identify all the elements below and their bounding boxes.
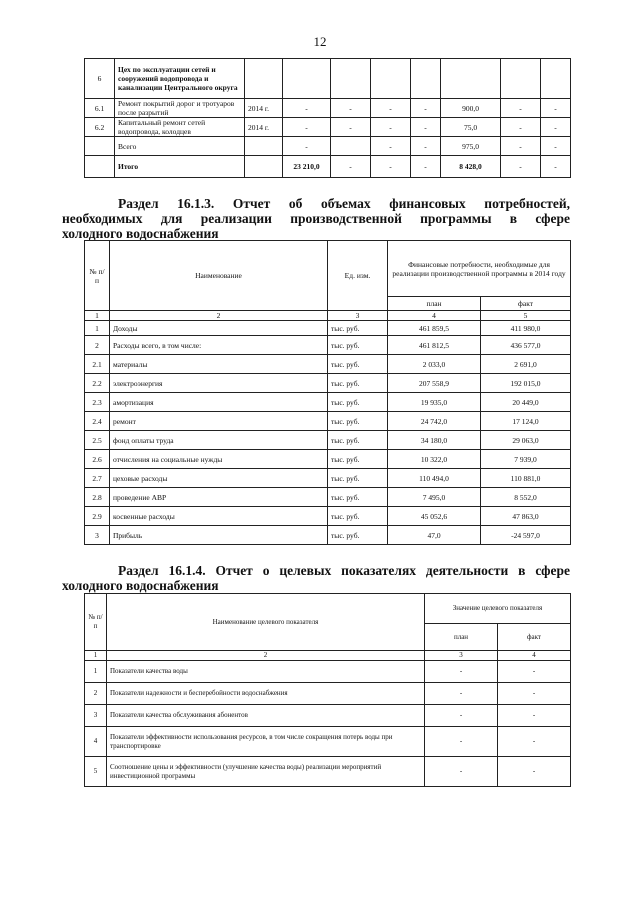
row-number: 1 [85, 661, 107, 683]
cell-plan: - [425, 757, 498, 787]
cell [331, 137, 371, 156]
row-number: 3 [85, 526, 110, 545]
row-name: электроэнергия [110, 374, 328, 393]
header-plan: план [388, 297, 481, 311]
cell-fact: 110 881,0 [481, 469, 571, 488]
cell: - [331, 99, 371, 118]
cell-fact: 17 124,0 [481, 412, 571, 431]
row-unit: тыс. руб. [328, 336, 388, 355]
cell-plan: - [425, 727, 498, 757]
cell-plan: 34 180,0 [388, 431, 481, 450]
section-heading-16-1-4 [62, 563, 570, 593]
row-name: косвенные расходы [110, 507, 328, 526]
row-number: 2.4 [85, 412, 110, 431]
row-unit: тыс. руб. [328, 431, 388, 450]
cell: - [501, 137, 541, 156]
header-fact: факт [481, 297, 571, 311]
table-row [85, 488, 571, 507]
table-row [85, 705, 571, 727]
cell [331, 59, 371, 99]
cell-plan: 7 495,0 [388, 488, 481, 507]
row-name: фонд оплаты труда [110, 431, 328, 450]
heading-line: необходимых для реализации производственной программы в сфере [62, 211, 570, 226]
row-unit: тыс. руб. [328, 374, 388, 393]
cell-plan: 47,0 [388, 526, 481, 545]
header-name: Наименование [110, 241, 328, 311]
cell: - [411, 137, 441, 156]
cell [541, 59, 571, 99]
index-cell: 3 [425, 651, 498, 661]
row-number: 2.6 [85, 450, 110, 469]
index-cell: 5 [481, 311, 571, 321]
cell-fact: 7 939,0 [481, 450, 571, 469]
cell-fact: 20 449,0 [481, 393, 571, 412]
table-row [85, 412, 571, 431]
cell-plan: 24 742,0 [388, 412, 481, 431]
table-row [85, 683, 571, 705]
header-name: Наименование целевого показателя [107, 594, 425, 651]
heading-line: холодного водоснабжения [62, 578, 219, 593]
row-number [85, 156, 115, 178]
cell-fact: - [498, 757, 571, 787]
cell: - [283, 118, 331, 137]
page-number: 12 [313, 34, 327, 49]
row-number: 2 [85, 336, 110, 355]
financial-needs-table [84, 240, 571, 545]
row-unit: тыс. руб. [328, 412, 388, 431]
cell: - [501, 99, 541, 118]
investment-table-continuation [84, 58, 571, 178]
cell-fact: 8 552,0 [481, 488, 571, 507]
cell [441, 59, 501, 99]
cell-year [245, 156, 283, 178]
cell: - [371, 137, 411, 156]
table-header-row [85, 241, 571, 297]
cell: 8 428,0 [441, 156, 501, 178]
cell-fact: 436 577,0 [481, 336, 571, 355]
table-row [85, 118, 571, 137]
header-unit: Ед. изм. [328, 241, 388, 311]
table-row [85, 757, 571, 787]
row-name: Доходы [110, 321, 328, 336]
cell: 975,0 [441, 137, 501, 156]
table-row [85, 727, 571, 757]
row-name: Показатели эффективности использования ресурсов, в том числе сокращения потерь воды при транспортировке [107, 727, 425, 757]
table-index-row [85, 311, 571, 321]
cell-year [245, 59, 283, 99]
cell-plan: 461 812,5 [388, 336, 481, 355]
row-number [85, 137, 115, 156]
table-header-row [85, 594, 571, 624]
table-row [85, 156, 571, 178]
row-name: проведение АВР [110, 488, 328, 507]
cell-year: 2014 г. [245, 99, 283, 118]
row-name: отчисления на социальные нужды [110, 450, 328, 469]
cell [411, 59, 441, 99]
cell-fact: -24 597,0 [481, 526, 571, 545]
cell-plan: 19 935,0 [388, 393, 481, 412]
index-cell: 2 [107, 651, 425, 661]
row-name: Цех по эксплуатации сетей и сооружений водопровода и канализации Центрального округа [115, 59, 245, 99]
target-indicators-table [84, 593, 571, 787]
section-heading-16-1-3 [62, 196, 570, 241]
header-value: Значение целевого показателя [425, 594, 571, 624]
cell-year [245, 137, 283, 156]
index-cell: 4 [388, 311, 481, 321]
cell-fact: 2 691,0 [481, 355, 571, 374]
header-num: № п/п [85, 594, 107, 651]
cell-fact: 47 863,0 [481, 507, 571, 526]
cell-fact: - [498, 683, 571, 705]
cell-plan: 207 558,9 [388, 374, 481, 393]
cell-fact: - [498, 705, 571, 727]
cell: - [541, 118, 571, 137]
row-number: 5 [85, 757, 107, 787]
table-row [85, 321, 571, 336]
cell [501, 59, 541, 99]
row-unit: тыс. руб. [328, 321, 388, 336]
cell-year: 2014 г. [245, 118, 283, 137]
row-number: 2.5 [85, 431, 110, 450]
table-row [85, 374, 571, 393]
row-name: Итого [115, 156, 245, 178]
table-row [85, 450, 571, 469]
row-unit: тыс. руб. [328, 507, 388, 526]
index-cell: 3 [328, 311, 388, 321]
cell: - [411, 118, 441, 137]
header-fact: факт [498, 624, 571, 651]
row-number: 6.2 [85, 118, 115, 137]
heading-line: Раздел 16.1.4. Отчет о целевых показателях деятельности в сфере [118, 563, 570, 578]
cell: - [501, 156, 541, 178]
row-unit: тыс. руб. [328, 355, 388, 374]
cell: - [541, 99, 571, 118]
cell: - [283, 137, 331, 156]
row-name: Всего [115, 137, 245, 156]
index-cell: 1 [85, 651, 107, 661]
header-plan: план [425, 624, 498, 651]
row-name: Расходы всего, в том числе: [110, 336, 328, 355]
table-row [85, 355, 571, 374]
row-unit: тыс. руб. [328, 469, 388, 488]
cell-plan: 10 322,0 [388, 450, 481, 469]
table-row [85, 393, 571, 412]
row-number: 2.2 [85, 374, 110, 393]
index-cell: 4 [498, 651, 571, 661]
row-number: 6.1 [85, 99, 115, 118]
cell-plan: 2 033,0 [388, 355, 481, 374]
cell: - [371, 156, 411, 178]
cell-fact: - [498, 661, 571, 683]
row-unit: тыс. руб. [328, 526, 388, 545]
cell-plan: - [425, 705, 498, 727]
row-name: Показатели качества обслуживания абонентов [107, 705, 425, 727]
cell: - [371, 99, 411, 118]
table-row [85, 431, 571, 450]
row-number: 3 [85, 705, 107, 727]
cell: 23 210,0 [283, 156, 331, 178]
row-name: Прибыль [110, 526, 328, 545]
cell: - [541, 137, 571, 156]
row-name: Ремонт покрытий дорог и тротуаров после разрытий [115, 99, 245, 118]
cell [283, 59, 331, 99]
table-index-row [85, 651, 571, 661]
table-row [85, 507, 571, 526]
cell: - [331, 156, 371, 178]
cell: 75,0 [441, 118, 501, 137]
row-number: 4 [85, 727, 107, 757]
index-cell: 1 [85, 311, 110, 321]
row-name: Показатели качества воды [107, 661, 425, 683]
header-num: № п/п [85, 241, 110, 311]
table-row [85, 59, 571, 99]
row-name: Соотношение цены и эффективности (улучшение качества воды) реализации мероприятий инвестиционной программы [107, 757, 425, 787]
table-row [85, 526, 571, 545]
row-unit: тыс. руб. [328, 488, 388, 507]
row-number: 2.7 [85, 469, 110, 488]
heading-line: Раздел 16.1.3. Отчет об объемах финансовых потребностей, [118, 196, 570, 211]
cell: - [411, 99, 441, 118]
row-number: 2.8 [85, 488, 110, 507]
cell: - [411, 156, 441, 178]
row-number: 6 [85, 59, 115, 99]
table-row [85, 336, 571, 355]
heading-line: холодного водоснабжения [62, 226, 219, 241]
row-unit: тыс. руб. [328, 450, 388, 469]
cell-plan: 461 859,5 [388, 321, 481, 336]
cell: - [541, 156, 571, 178]
cell-plan: 45 052,6 [388, 507, 481, 526]
row-unit: тыс. руб. [328, 393, 388, 412]
row-number: 2.9 [85, 507, 110, 526]
index-cell: 2 [110, 311, 328, 321]
row-name: амортизация [110, 393, 328, 412]
table-row [85, 99, 571, 118]
cell-fact: 411 980,0 [481, 321, 571, 336]
cell-plan: - [425, 683, 498, 705]
table-row [85, 469, 571, 488]
table-row [85, 661, 571, 683]
row-name: Капитальный ремонт сетей водопровода, колодцев [115, 118, 245, 137]
cell: - [371, 118, 411, 137]
cell-fact: 192 015,0 [481, 374, 571, 393]
row-number: 2.3 [85, 393, 110, 412]
cell-fact: 29 063,0 [481, 431, 571, 450]
cell: 900,0 [441, 99, 501, 118]
cell-plan: - [425, 661, 498, 683]
row-number: 2.1 [85, 355, 110, 374]
cell-fact: - [498, 727, 571, 757]
row-name: цеховые расходы [110, 469, 328, 488]
cell: - [283, 99, 331, 118]
table-row [85, 137, 571, 156]
row-name: Показатели надежности и бесперебойности водоснабжения [107, 683, 425, 705]
row-number: 2 [85, 683, 107, 705]
cell: - [331, 118, 371, 137]
row-number: 1 [85, 321, 110, 336]
header-financial-needs: Финансовые потребности, необходимые для реализации производственной программы в 2014 году [388, 241, 571, 297]
row-name: ремонт [110, 412, 328, 431]
cell-plan: 110 494,0 [388, 469, 481, 488]
cell [371, 59, 411, 99]
cell: - [501, 118, 541, 137]
row-name: материалы [110, 355, 328, 374]
